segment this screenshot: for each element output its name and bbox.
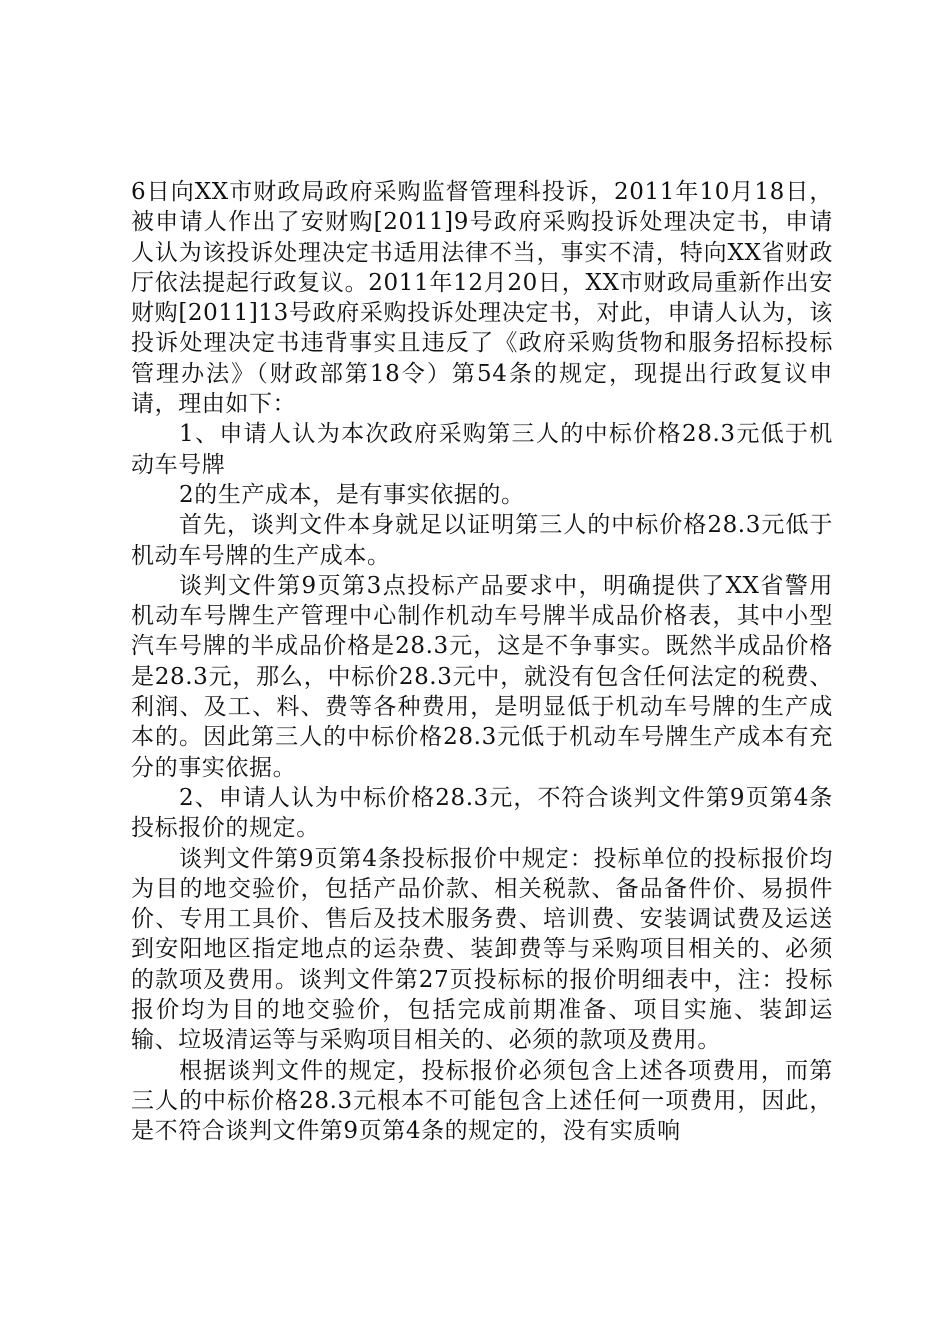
document-body: [131, 177, 833, 1147]
paragraph-reason-2-heading: 2、申请人认为中标价格28.3元，不符合谈判文件第9页第4条投标报价的规定。: [131, 784, 833, 842]
paragraph-complaint-background: 6日向XX市财政局政府采购监督管理科投诉，2011年10月18日，被申请人作出了安财购[2011]9号政府采购投诉处理决定书，申请人认为该投诉处理决定书适用法律不当，事实不清，特向XX省财政厅依法提起行政复议。2011年12月20日，XX市财政局重新作出安财购[2011]13号政府采购投诉处理决定书，对此，申请人认为，该投诉处理决定书违背事实且违反了《政府采购货物和服务招标投标管理办法》（财政部第18令）第54条的规定，现提出行政复议申请，理由如下：: [131, 179, 833, 418]
paragraph-conclusion: 根据谈判文件的规定，投标报价必须包含上述各项费用，而第三人的中标价格28.3元根本不可能包含上述任何一项费用，因此，是不符合谈判文件第9页第4条的规定的，没有实质响: [131, 1057, 833, 1145]
paragraph-price-table-evidence: 谈判文件第9页第3点投标产品要求中，明确提供了XX省警用机动车号牌生产管理中心制作机动车号牌半成品价格表，其中小型汽车号牌的半成品价格是28.3元，这是不争事实。既然半成品价格是28.3元，那么，中标价28.3元中，就没有包含任何法定的税费、利润、及工、料、费等各种费用，是明显低于机动车号牌的生产成本的。因此第三人的中标价格28.3元低于机动车号牌生产成本有充分的事实依据。: [131, 572, 833, 781]
paragraph-bid-price-rules: 谈判文件第9页第4条投标报价中规定：投标单位的投标报价均为目的地交验价，包括产品价款、相关税款、备品备件价、易损件价、专用工具价、售后及技术服务费、培训费、安装调试费及运送到安阳地区指定地点的运杂费、装卸费等与采购项目相关的、必须的款项及费用。谈判文件第27页投标标的报价明细表中，注：投标报价均为目的地交验价，包括完成前期准备、项目实施、装卸运输、垃圾清运等与采购项目相关的、必须的款项及费用。: [131, 845, 833, 1054]
paragraph-first-argument: 首先，谈判文件本身就足以证明第三人的中标价格28.3元低于机动车号牌的生产成本。: [131, 512, 833, 569]
paragraph-reason-1-heading: 1、申请人认为本次政府采购第三人的中标价格28.3元低于机动车号牌: [131, 421, 833, 478]
paragraph-reason-1-continuation: 2的生产成本，是有事实依据的。: [179, 481, 525, 508]
